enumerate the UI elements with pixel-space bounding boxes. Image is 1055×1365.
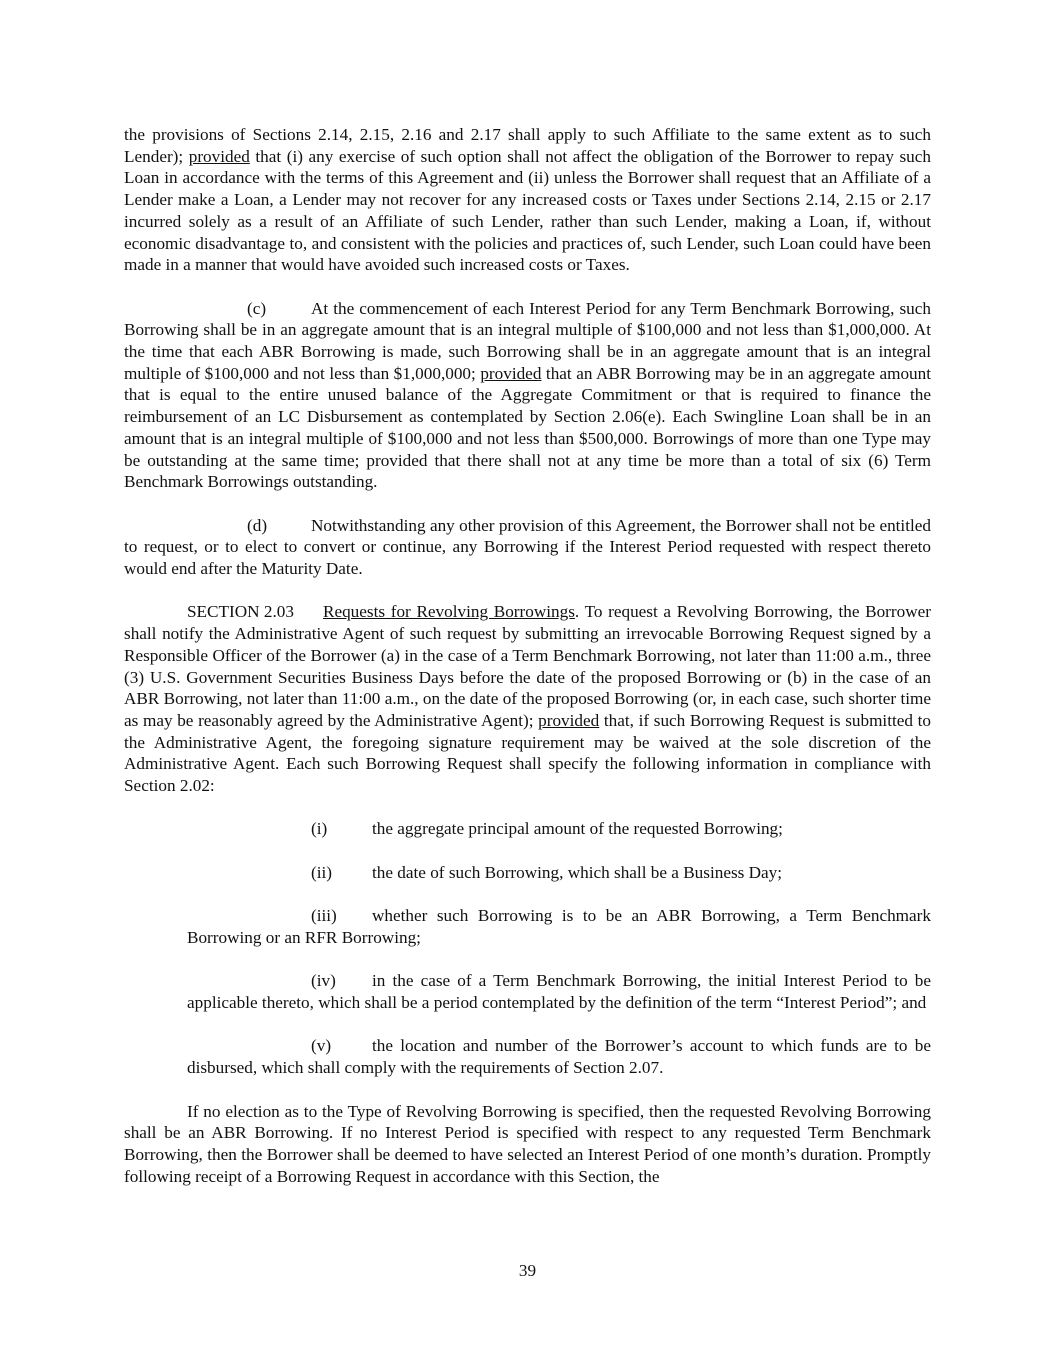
paragraph-final xyxy=(124,1101,931,1188)
text: At the commencement of each Interest Period for any Term Benchmark Borrowing, such Borrowing shall be in an aggregate amount that is an integral multiple of $100,000 and not less than $1,000,000. At the time that each ABR Borrowing is made, such Borrowing shall be in an aggregate amount that is an integral multiple of $100,000 and not less than $1,000,000; xyxy=(124,298,931,383)
text: that, if such Borrowing Request is submitted to the Administrative Agent, the foregoing signature requirement may be waived at the sole discretion of the Administrative Agent. Each such Borrowing Request shall specify the following information in compliance with Section 2.02: xyxy=(124,710,932,796)
list-item xyxy=(187,1035,931,1078)
paragraph-c xyxy=(124,298,931,493)
paragraph-d xyxy=(124,515,931,580)
item-label: (i) xyxy=(311,819,328,839)
paragraph-continuation xyxy=(124,124,931,276)
section-label: SECTION 2.03 xyxy=(187,602,294,622)
item-text: the aggregate principal amount of the requested Borrowing; xyxy=(372,819,783,839)
page-number: 39 xyxy=(518,1261,537,1280)
text: If no election as to the Type of Revolving Borrowing is specified, then the requested Revolving Borrowing shall be an ABR Borrowing. If no Interest Period is specified with respect to any requested Term Benchmark Borrowing, then the Borrower shall be deemed to have selected an Interest Period of one month’s duration. Promptly following receipt of a Borrowing Request in accordance with this Section, the xyxy=(124,1101,931,1186)
document-page xyxy=(124,124,931,1209)
text: that an ABR Borrowing may be in an aggregate amount that is equal to the entire unused balance of the Aggregate Commitment or that is required to finance the reimbursement of an LC Disbursement as contemplated by Section 2.06(e). Each Swingline Loan shall be in an amount that is an integral multiple of $100,000 and not less than $500,000. Borrowings of more than one Type may be outstanding at the same time; provided that there shall not at any time be more than a total of six (6) Term Benchmark Borrowings outstanding. xyxy=(124,363,932,492)
item-label: (iv) xyxy=(311,971,336,991)
item-label: (iii) xyxy=(311,906,337,926)
list-item xyxy=(187,970,931,1013)
text: Notwithstanding any other provision of this Agreement, the Borrower shall not be entitled to request, or to elect to convert or continue, any Borrowing if the Interest Period requested with respect thereto would end after the Maturity Date. xyxy=(124,515,931,579)
clause-label: (d) xyxy=(247,515,268,535)
section-2-03 xyxy=(124,601,931,796)
underlined-term: provided xyxy=(188,146,250,166)
list-item xyxy=(187,818,931,840)
item-text: in the case of a Term Benchmark Borrowing, the initial Interest Period to be applicable thereto, which shall be a period contemplated by the definition of the term “Interest Period”; and xyxy=(187,971,931,1013)
item-label: (v) xyxy=(311,1036,332,1056)
section-title: Requests for Revolving Borrowings xyxy=(323,602,575,622)
underlined-term: provided xyxy=(538,710,600,730)
list-item xyxy=(187,862,931,884)
text: the provisions of Sections 2.14, 2.15, 2.16 and 2.17 shall apply to such Affiliate to the same extent as to such Lender); xyxy=(124,125,931,166)
clause-label: (c) xyxy=(247,298,267,318)
item-label: (ii) xyxy=(311,862,332,882)
item-text: whether such Borrowing is to be an ABR Borrowing, a Term Benchmark Borrowing or an RFR Borrowing; xyxy=(187,906,931,947)
text: . To request a Revolving Borrowing, the Borrower shall notify the Administrative Agent of such request by submitting an irrevocable Borrowing Request signed by a Responsible Officer of the Borrower (a) in the case of a Term Benchmark Borrowing, not later than 11:00 a.m., three (3) U.S. Government Securities Business Days before the date of the proposed Borrowing or (b) in the case of an ABR Borrowing, not later than 11:00 a.m., on the date of the proposed Borrowing (or, in each case, such shorter time as may be reasonably agreed by the Administrative Agent); xyxy=(124,602,931,730)
text: that (i) any exercise of such option shall not affect the obligation of the Borrower to repay such Loan in accordance with the terms of this Agreement and (ii) unless the Borrower shall request that an Affiliate of a Lender make a Loan, a Lender may not recover for any increased costs or Taxes under Sections 2.14, 2.15 or 2.17 incurred solely as a result of an Affiliate of such Lender, rather than such Lender, making a Loan, if, without economic disadvantage to, and consistent with the policies and practices of, such Lender, such Loan could have been made in a manner that would have avoided such increased costs or Taxes. xyxy=(124,146,931,275)
item-text: the location and number of the Borrower’s account to which funds are to be disbursed, which shall comply with the requirements of Section 2.07. xyxy=(187,1036,931,1078)
list-item xyxy=(187,905,931,948)
underlined-term: provided xyxy=(480,363,542,383)
item-text: the date of such Borrowing, which shall be a Business Day; xyxy=(372,862,783,882)
